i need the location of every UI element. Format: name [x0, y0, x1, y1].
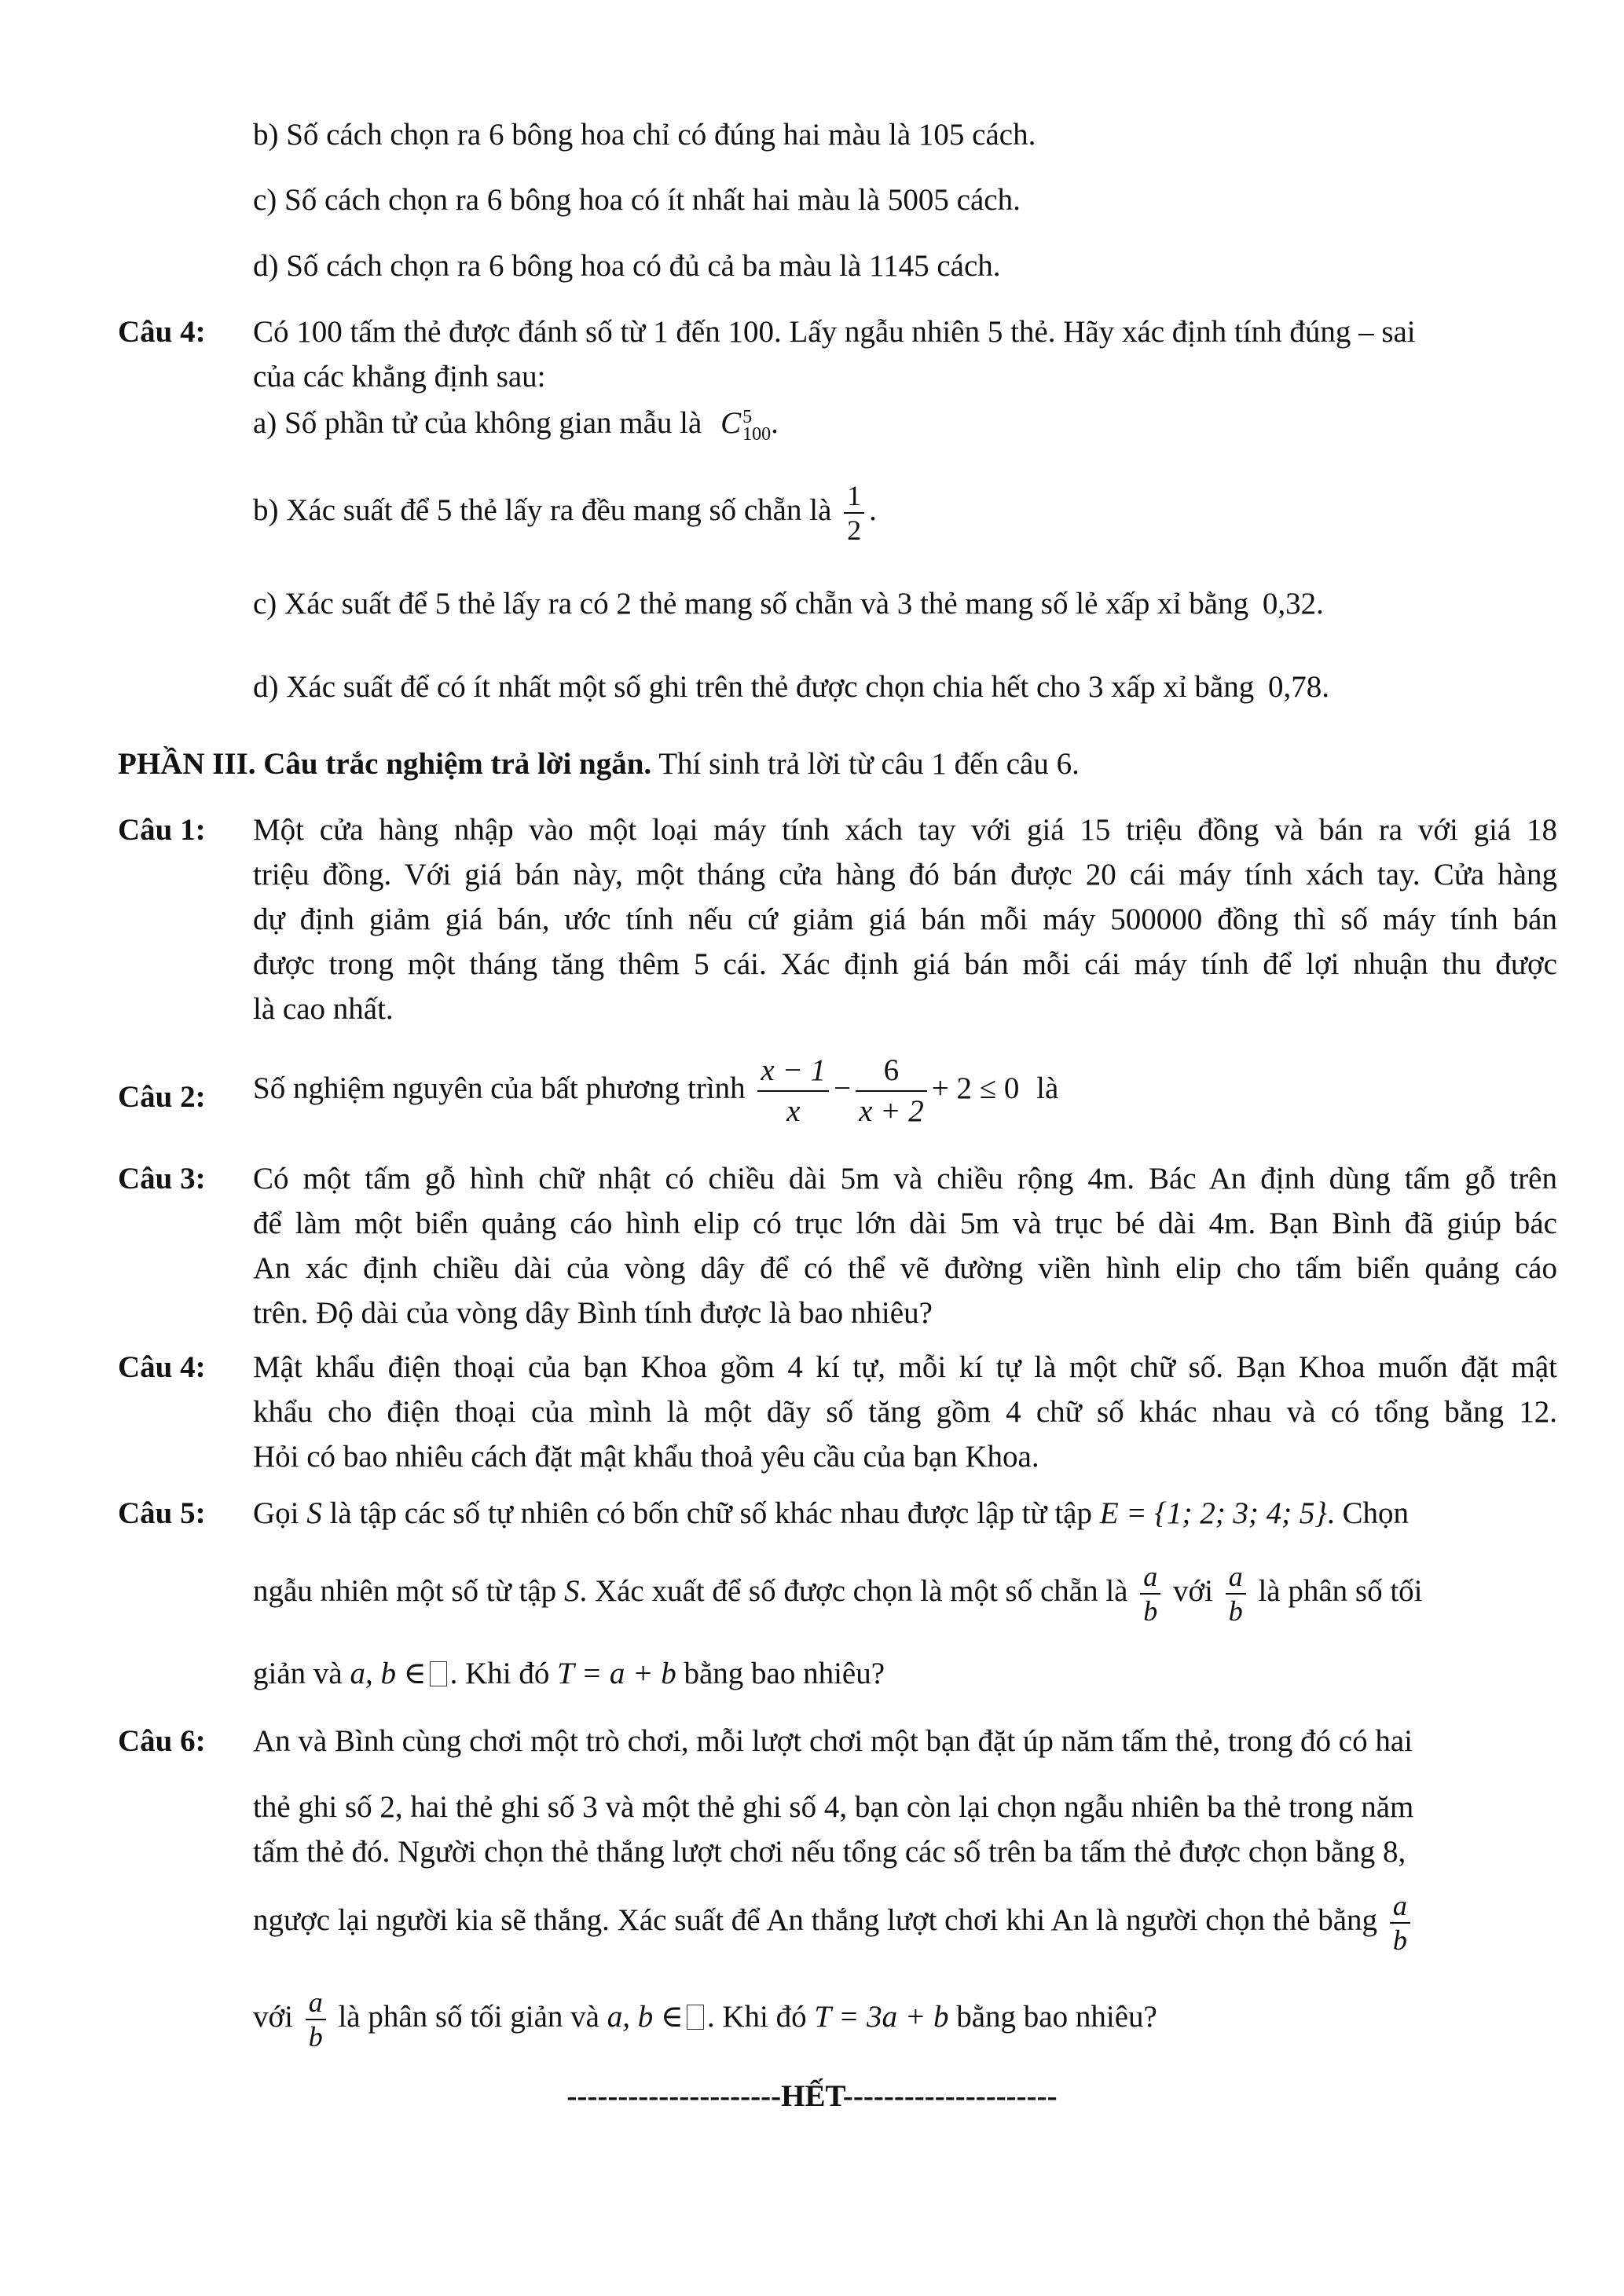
combination-indices: 5 100: [742, 407, 772, 445]
item-d-text: d) Số cách chọn ra 6 bông hoa có đủ cả ba màu là 1145 cách.: [253, 249, 1001, 283]
q4-p2-intro: Có 100 tấm thẻ được đánh số từ 1 đến 100. Lấy ngẫu nhiên 5 thẻ. Hãy xác định tính đúng – sai: [253, 315, 1416, 349]
q4-p2-c-stmt: c) Xác suất để 5 thẻ lấy ra có 2 thẻ mang số chẵn và 3 thẻ mang số lẻ xấp xỉ bằng 0,32.: [253, 587, 1324, 621]
q4-p2-a-stmt: a) Số phần tử của không gian mẫu là C 5 100 .: [253, 406, 779, 445]
fraction-a-over-b-2: $\frac{a}{b}$: [1226, 1560, 1246, 1628]
natural-numbers-glyph-2: [687, 2005, 704, 2030]
fraction-6-over-x-plus-2: $\frac{6}{x + 2}$: [856, 1051, 927, 1131]
q4-p2-intro2: của các khẳng định sau:: [253, 360, 546, 394]
q2-text: Số nghiệm nguyên của bất phương trình $\frac{x - 1}{x}$ − $\frac{6}{x + 2}$ + 2 ≤ 0 là: [253, 1051, 1058, 1131]
q6-label: Câu 6:: [118, 1724, 206, 1758]
set-E: E = {1; 2; 3; 4; 5}: [1099, 1496, 1328, 1530]
part3-title: PHẦN III. Câu trắc nghiệm trả lời ngắn.: [118, 747, 652, 781]
q4-p2-d-stmt: d) Xác suất để có ít nhất một số ghi trên thẻ được chọn chia hết cho 3 xấp xỉ bằng 0,78.: [253, 670, 1329, 704]
q2-label: Câu 2:: [118, 1080, 206, 1114]
part3-instruction: Thí sinh trả lời từ câu 1 đến câu 6.: [651, 747, 1080, 781]
q1-text: Một cửa hàng nhập vào một loại máy tính xách tay với giá 15 triệu đồng và bán ra với giá 18 triệu đồng. Với giá bán này, một tháng cửa hàng đó bán được 20 cái máy tính xách tay. Cửa hàng dự định giảm giá bán, ước tính nếu cứ giảm giá bán mỗi máy 500000 đồng thì số máy tính bán được trong một tháng tăng thêm 5 cái. Xác định giá bán mỗi cái máy tính để lợi nhuận thu được là cao nhất.: [253, 813, 1557, 1026]
q5-label: Câu 5:: [118, 1496, 206, 1530]
item-b-text: b) Số cách chọn ra 6 bông hoa chỉ có đúng hai màu là 105 cách.: [253, 118, 1036, 152]
q4-p2-label: Câu 4:: [118, 315, 206, 349]
q3-label: Câu 3:: [118, 1162, 206, 1196]
item-c-text: c) Số cách chọn ra 6 bông hoa có ít nhất hai màu là 5005 cách.: [253, 183, 1021, 217]
fraction-a-over-b: $\frac{a}{b}$: [1140, 1560, 1160, 1628]
q4-text: Mật khẩu điện thoại của bạn Khoa gồm 4 kí tự, mỗi kí tự là một chữ số. Bạn Khoa muốn đặt mật khẩu cho điện thoại của mình là một dãy số tăng gồm 4 chữ số khác nhau và có tổng bằng 12. Hỏi có bao nhiêu cách đặt mật khẩu thoả yêu cầu của bạn Khoa.: [253, 1350, 1557, 1474]
natural-numbers-glyph: [430, 1661, 447, 1686]
combination-symbol: C: [720, 406, 742, 440]
q4-label: Câu 4:: [118, 1350, 206, 1384]
fraction-a-over-b-3: $\frac{a}{b}$: [1390, 1889, 1410, 1957]
end-marker: ---------------------HẾT---------------------: [566, 2079, 1058, 2113]
fraction-one-half: $\frac{1}{2}$: [844, 479, 864, 547]
fraction-a-over-b-4: $\frac{a}{b}$: [306, 1986, 326, 2053]
q3-text: Có một tấm gỗ hình chữ nhật có chiều dài 5m và chiều rộng 4m. Bác An định dùng tấm gỗ trên để làm một biển quảng cáo hình elip có trục lớn dài 5m và trục bé dài 4m. Bạn Bình đã giúp bác An xác định chiều dài của vòng dây để có thể vẽ đường viền hình elip cho tấm biển quảng cáo trên. Độ dài của vòng dây Bình tính được là bao nhiêu?: [253, 1162, 1557, 1330]
q4-p2-b-stmt: b) Xác suất để 5 thẻ lấy ra đều mang số chẵn là $\frac{1}{2}$ .: [253, 480, 877, 546]
q1-label: Câu 1:: [118, 813, 206, 847]
fraction-x-minus-1-over-x: $\frac{x - 1}{x}$: [757, 1051, 829, 1131]
